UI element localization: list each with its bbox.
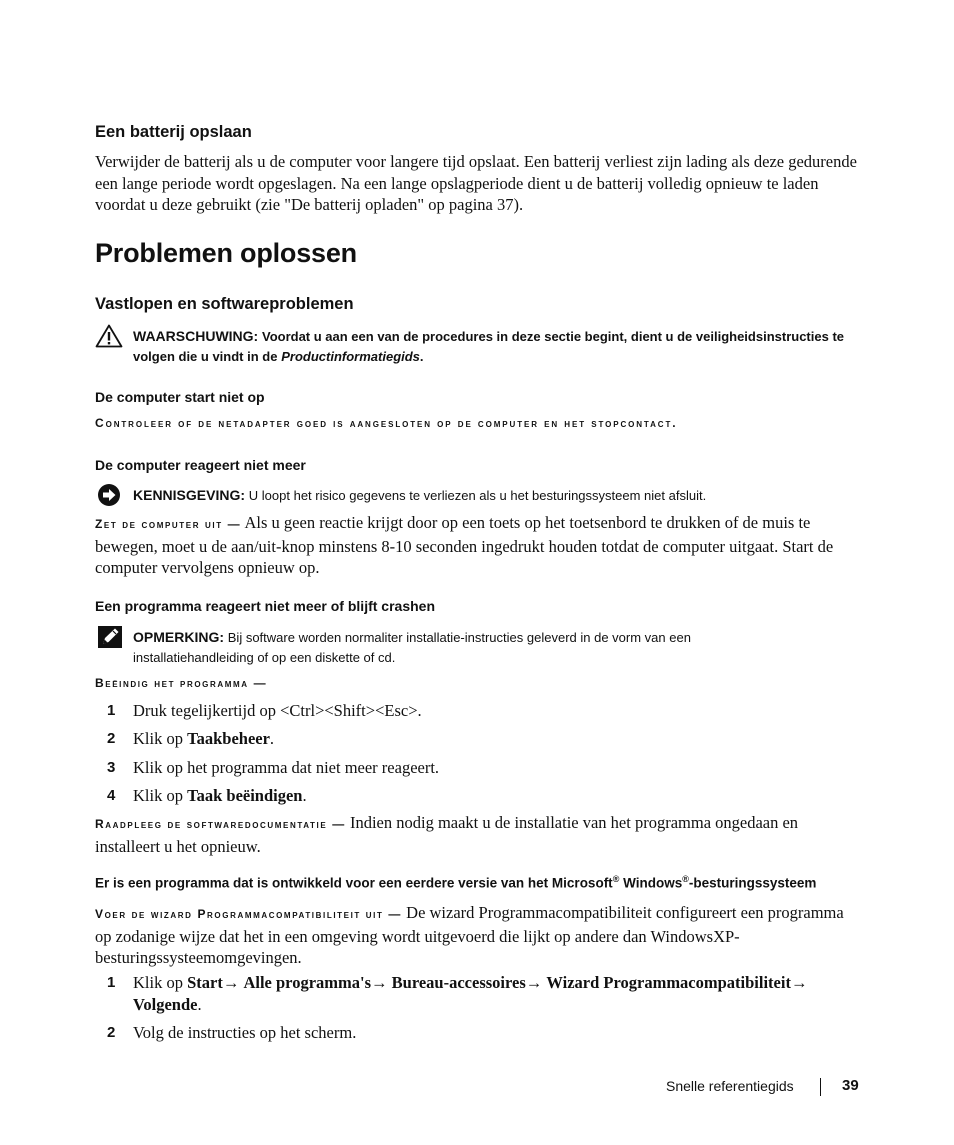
warning-ref: Productinformatiegids bbox=[281, 349, 420, 364]
subheading-no-response: De computer reageert niet meer bbox=[95, 457, 306, 473]
notice-block bbox=[133, 485, 863, 506]
warning-text: Voordat u aan een van de procedures in deze sectie begint, dient u de veiligheidsinstructies te volgen die u vindt in de bbox=[133, 329, 845, 364]
page-number: 39 bbox=[842, 1077, 859, 1094]
step-text: Klik op Taakbeheer. bbox=[133, 729, 275, 748]
step-number: 2 bbox=[107, 1024, 116, 1041]
subheading-crash: Een programma reageert niet meer of blijft crashen bbox=[95, 598, 435, 614]
no-start-instruction: Controleer of de netadapter goed is aangesloten op de computer en het stopcontact. bbox=[95, 416, 678, 430]
step-text: Volg de instructies op het scherm. bbox=[133, 1023, 357, 1042]
warning-label: WAARSCHUWING: bbox=[133, 328, 259, 344]
note-text: Bij software worden normaliter installatie-instructies geleverd in de vorm van een installatiehandleiding of op een diskette of cd. bbox=[133, 630, 691, 665]
no-response-lead: Zet de computer uit — bbox=[95, 517, 242, 531]
warning-block bbox=[133, 326, 863, 367]
notice-label: KENNISGEVING: bbox=[133, 487, 246, 503]
step-number: 3 bbox=[107, 759, 116, 776]
step-number: 1 bbox=[107, 974, 116, 991]
compat-paragraph bbox=[95, 902, 860, 969]
note-label: OPMERKING: bbox=[133, 629, 224, 645]
crash-lead: Beëindig het programma — bbox=[95, 676, 268, 690]
ui-term-all-programs: Alle programma's bbox=[243, 973, 372, 992]
compat-text: De wizard Programmacompatibiliteit configureert een programma op zodanige wijze dat het in een omgeving wordt uitgevoerd die lijkt op andere dan WindowsXP-besturingssysteemomgevingen. bbox=[95, 903, 844, 967]
step-text: Druk tegelijkertijd op <Ctrl><Shift><Esc>. bbox=[133, 701, 422, 720]
subheading-compat: Er is een programma dat is ontwikkeld voor een eerdere versie van het Microsoft® Windows®-besturingssysteem bbox=[95, 874, 817, 891]
step-text: Klik op het programma dat niet meer reageert. bbox=[133, 758, 440, 777]
step-text: Klik op Taak beëindigen. bbox=[133, 786, 307, 805]
section-heading-battery-storage: Een batterij opslaan bbox=[95, 123, 252, 141]
notice-icon bbox=[97, 483, 121, 507]
notice-text: U loopt het risico gegevens te verliezen als u het besturingssysteem niet afsluit. bbox=[248, 488, 707, 503]
reinstall-paragraph bbox=[95, 812, 860, 857]
ui-term-next: Volgende bbox=[133, 995, 198, 1014]
ui-term-accessories: Bureau-accessoires bbox=[391, 973, 526, 992]
ui-term-start: Start bbox=[187, 973, 223, 992]
step-text: Klik op Start→ Alle programma's→ Bureau-accessoires→ Wizard Programmacompatibiliteit→ Volgende. bbox=[133, 973, 808, 1014]
step-number: 2 bbox=[107, 730, 116, 747]
no-response-paragraph bbox=[95, 512, 860, 579]
reinstall-text: Indien nodig maakt u de installatie van het programma ongedaan en installeert u het opnieuw. bbox=[95, 813, 799, 856]
compat-lead: Voer de wizard Programmacompatibiliteit uit — bbox=[95, 907, 403, 921]
battery-storage-paragraph: Verwijder de batterij als u de computer voor langere tijd opslaat. Een batterij verliest zijn lading als deze gedurende een lange periode wordt opgeslagen. Na een lange opslagperiode dient u de batterij volledig opnieuw te laden voordat u deze gebruikt (zie "De batterij opladen" op pagina 37). bbox=[95, 152, 857, 214]
step-number: 4 bbox=[107, 787, 116, 804]
page-title: Problemen oplossen bbox=[95, 238, 357, 268]
warning-icon bbox=[95, 324, 123, 348]
ui-term-taak-beeindigen: Taak beëindigen bbox=[187, 786, 303, 805]
ui-term-compat-wizard: Wizard Programmacompatibiliteit bbox=[546, 973, 791, 992]
note-icon bbox=[97, 625, 123, 649]
footer-title: Snelle referentiegids bbox=[666, 1078, 794, 1094]
reinstall-lead: Raadpleeg de softwaredocumentatie — bbox=[95, 817, 346, 831]
note-block bbox=[133, 627, 773, 668]
warning-end: . bbox=[419, 349, 424, 364]
subheading-no-start: De computer start niet op bbox=[95, 389, 265, 405]
step-number: 1 bbox=[107, 702, 116, 719]
ui-term-taakbeheer: Taakbeheer bbox=[187, 729, 270, 748]
footer-separator bbox=[820, 1078, 821, 1096]
no-response-text: Als u geen reactie krijgt door op een toets op het toetsenbord te drukken of de muis te bewegen, moet u de aan/uit-knop minstens 8-10 seconden ingedrukt houden totdat de computer uitgaat. Start de computer vervolgens opnieuw op. bbox=[95, 513, 834, 577]
section-heading-freeze: Vastlopen en softwareproblemen bbox=[95, 295, 354, 313]
